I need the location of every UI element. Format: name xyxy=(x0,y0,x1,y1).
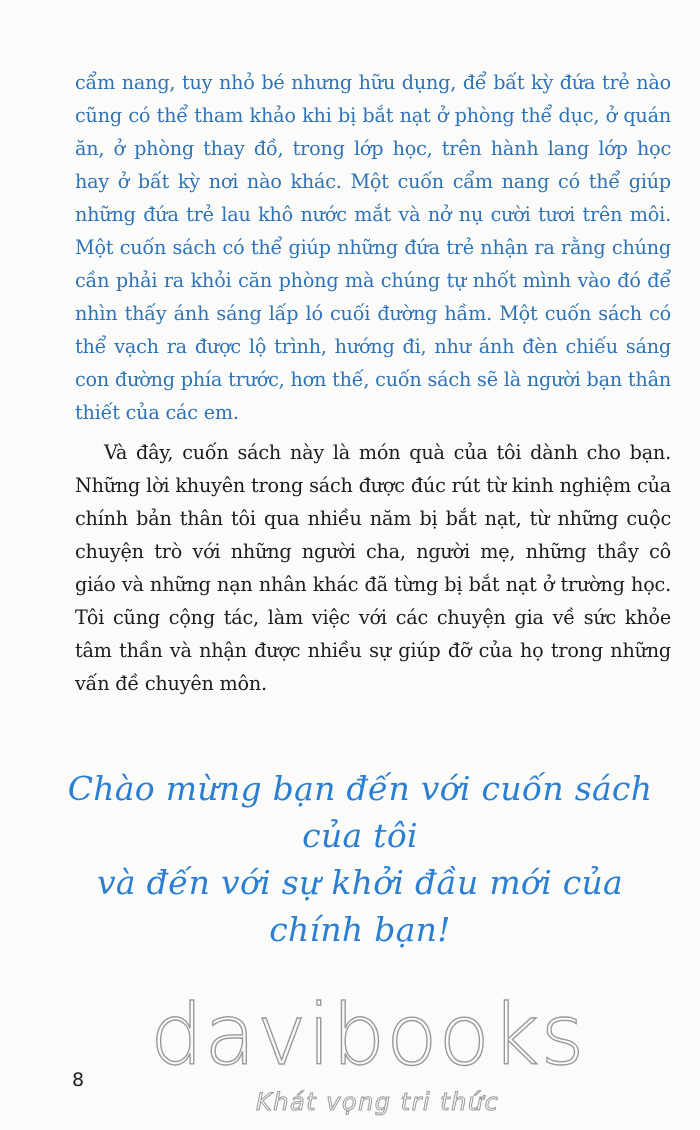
body-paragraph: Và đây, cuốn sách này là món quà của tôi dành cho bạn. Những lời khuyên trong sách được đúc rút từ kinh nghiệm của chính bản thân tôi qua nhiều năm bị bắt nạt, từ những cuộc chuyện trò với những người cha, người mẹ, những thầy cô giáo và những nạn nhân khác đã từng bị bắt nạt ở trường học. Tôi cũng cộng tác, làm việc với các chuyện gia về sức khỏe tâm thần và nhận được nhiều sự giúp đỡ của họ trong những vấn đề chuyên môn. xyxy=(75,441,671,695)
welcome-message xyxy=(40,765,680,953)
welcome-line-4: chính bạn! xyxy=(269,910,451,949)
welcome-line-2: của tôi xyxy=(302,816,418,855)
welcome-line-1: Chào mừng bạn đến với cuốn sách xyxy=(67,769,653,808)
watermark-slogan: Khát vọng tri thức xyxy=(256,1088,500,1116)
intro-paragraph-blue: cẩm nang, tuy nhỏ bé nhưng hữu dụng, để bất kỳ đứa trẻ nào cũng có thể tham khảo khi bị bắt nạt ở phòng thể dục, ở quán ăn, ở phòng thay đồ, trong lớp học, trên hành lang lớp học hay ở bất kỳ nơi nào khác. Một cuốn cẩm nang có thể giúp những đứa trẻ lau khô nước mắt và nở nụ cười tươi trên môi. Một cuốn sách có thể giúp những đứa trẻ nhận ra rằng chúng cần phải ra khỏi căn phòng mà chúng tự nhốt mình vào đó để nhìn thấy ánh sáng lấp ló cuối đường hầm. Một cuốn sách có thể vạch ra được lộ trình, hướng đi, như ánh đèn chiếu sáng con đường phía trước, hơn thế, cuốn sách sẽ là người bạn thân thiết của các em. xyxy=(75,71,671,424)
welcome-line-3: và đến với sự khởi đầu mới của xyxy=(96,863,624,902)
watermark-logo: davibooks xyxy=(150,986,586,1084)
page-number: 8 xyxy=(72,1069,85,1091)
